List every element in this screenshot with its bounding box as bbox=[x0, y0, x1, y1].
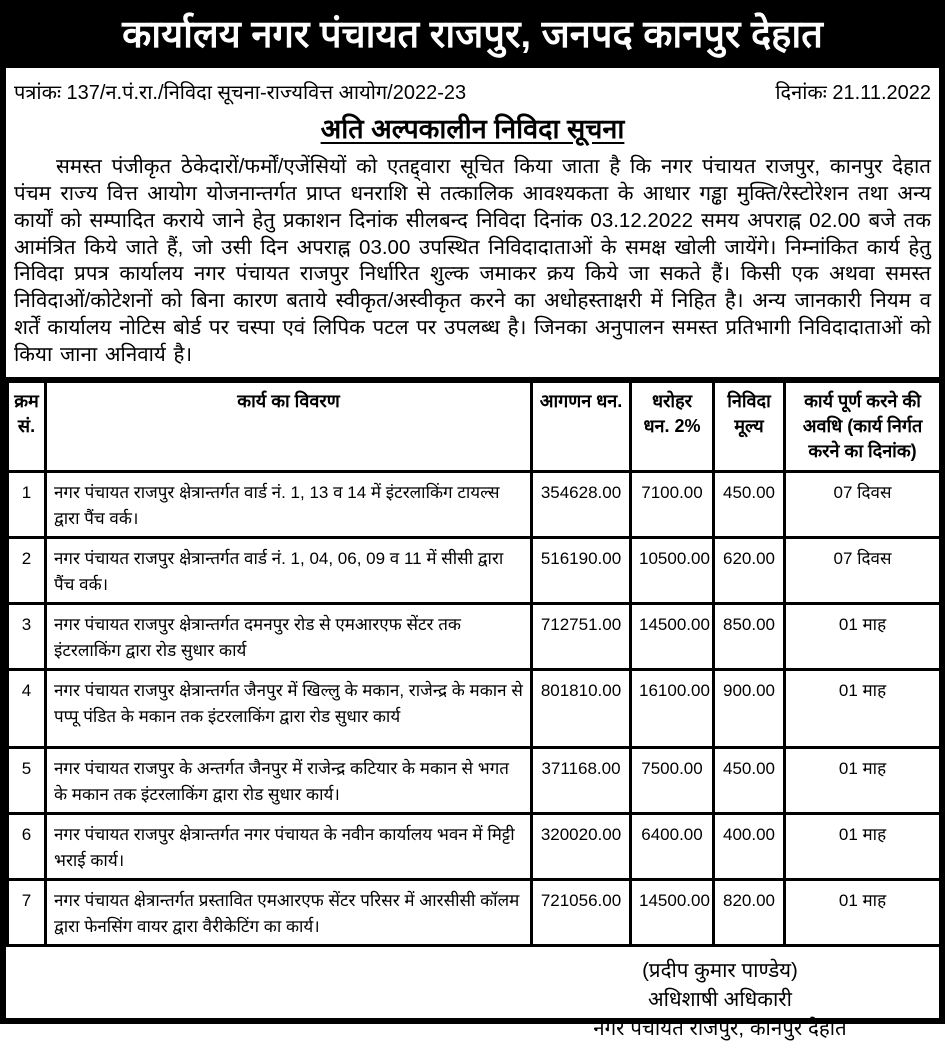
signatory-name: (प्रदीप कुमार पाण्डेय) bbox=[642, 959, 798, 983]
col-header-earnest: धरोहर धन. 2% bbox=[631, 380, 714, 472]
tender-fee-cell: 450.00 bbox=[714, 748, 785, 814]
estimate-amount-cell: 354628.00 bbox=[532, 472, 631, 538]
estimate-amount-cell: 371168.00 bbox=[532, 748, 631, 814]
reference-row bbox=[6, 68, 939, 105]
tender-fee-cell: 400.00 bbox=[714, 814, 785, 880]
estimate-amount-cell: 516190.00 bbox=[532, 538, 631, 604]
col-header-estimate: आगणन धन. bbox=[532, 380, 631, 472]
table-row bbox=[8, 748, 941, 814]
serial-cell: 7 bbox=[8, 880, 46, 946]
col-header-tender-fee: निविदा मूल्य bbox=[714, 380, 785, 472]
work-description-cell: नगर पंचायत राजपुर क्षेत्रान्तर्गत नगर पंचायत के नवीन कार्यालय भवन में मिट्टी भराई कार्य। bbox=[46, 814, 532, 880]
work-description-cell: नगर पंचायत क्षेत्रान्तर्गत प्रस्तावित एमआरएफ सेंटर परिसर में आरसीसी कॉलम द्वारा फेनसिंग वायर द्वारा वैरीकेटिंग का कार्य। bbox=[46, 880, 532, 946]
duration-cell: 01 माह bbox=[785, 814, 941, 880]
notice-body-paragraph: समस्त पंजीकृत ठेकेदारों/फर्मों/एजेंसियों को एतद्द्वारा सूचित किया जाता है कि नगर पंचायत राजपुर, कानपुर देहात पंचम राज्य वित्त आयोग योजनान्तर्गत प्राप्त धनराशि से तत्कालिक आवश्यकता के आधार गड्ढा मुक्ति/रेस्टोरेशन तथा अन्य कार्यों को सम्पादित कराये जाने हेतु प्रकाशन दिनांक सीलबन्द निविदा दिनांक 03.12.2022 समय अपराह्न 02.00 बजे तक आमंत्रित किये जाते हैं, जो उसी दिन अपराह्न 03.00 उपस्थित निविदादाताओं के समक्ष खोली जायेंगे। निम्नांकित कार्य हेतु निविदा प्रपत्र कार्यालय नगर पंचायत राजपुर निर्धारित शुल्क जमाकर क्रय किये जा सकते हैं। किसी एक अथवा समस्त निविदाओं/कोटेशनों को बिना कारण बताये स्वीकृत/अस्वीकृत करने का अधोहस्ताक्षरी में निहित है। अन्य जानकारी नियम व शर्तें कार्यालय नोटिस बोर्ड पर चस्पा एवं लिपिक पटल पर उपलब्ध है। जिनका अनुपालन समस्त प्रतिभागी निविदादाताओं को किया जाना अनिवार्य है। bbox=[14, 155, 931, 366]
duration-cell: 01 माह bbox=[785, 670, 941, 748]
notice-title: अति अल्पकालीन निविदा सूचना bbox=[320, 114, 625, 144]
letter-number: पत्रांकः 137/न.पं.रा./निविदा सूचना-राज्यवित्त आयोग/2022-23 bbox=[14, 82, 467, 104]
duration-cell: 07 दिवस bbox=[785, 472, 941, 538]
tender-fee-cell: 620.00 bbox=[714, 538, 785, 604]
office-title: कार्यालय नगर पंचायत राजपुर, जनपद कानपुर देहात bbox=[122, 14, 823, 56]
serial-cell: 2 bbox=[8, 538, 46, 604]
table-row bbox=[8, 814, 941, 880]
signature-block bbox=[505, 957, 935, 1043]
tender-fee-cell: 900.00 bbox=[714, 670, 785, 748]
work-description-cell: नगर पंचायत राजपुर क्षेत्रान्तर्गत दमनपुर रोड से एमआरएफ सेंटर तक इंटरलाकिंग द्वारा रोड सुधार कार्य bbox=[46, 604, 532, 670]
work-description-cell: नगर पंचायत राजपुर क्षेत्रान्तर्गत वार्ड नं. 1, 04, 06, 09 व 11 में सीसी द्वारा पैंच वर्क। bbox=[46, 538, 532, 604]
estimate-amount-cell: 801810.00 bbox=[532, 670, 631, 748]
table-row bbox=[8, 604, 941, 670]
earnest-money-cell: 14500.00 bbox=[631, 880, 714, 946]
table-row bbox=[8, 880, 941, 946]
col-header-duration: कार्य पूर्ण करने की अवधि (कार्य निर्गत करने का दिनांक) bbox=[785, 380, 941, 472]
estimate-amount-cell: 712751.00 bbox=[532, 604, 631, 670]
tender-fee-cell: 850.00 bbox=[714, 604, 785, 670]
tender-fee-cell: 820.00 bbox=[714, 880, 785, 946]
earnest-money-cell: 7500.00 bbox=[631, 748, 714, 814]
estimate-amount-cell: 320020.00 bbox=[532, 814, 631, 880]
serial-cell: 1 bbox=[8, 472, 46, 538]
duration-cell: 01 माह bbox=[785, 748, 941, 814]
table-row bbox=[8, 538, 941, 604]
tender-fee-cell: 450.00 bbox=[714, 472, 785, 538]
table-header-row bbox=[8, 380, 941, 472]
signatory-office: नगर पंचायत राजपुर, कानपुर देहात bbox=[593, 1016, 847, 1040]
earnest-money-cell: 10500.00 bbox=[631, 538, 714, 604]
table-row bbox=[8, 670, 941, 748]
duration-cell: 07 दिवस bbox=[785, 538, 941, 604]
table-row bbox=[8, 472, 941, 538]
earnest-money-cell: 16100.00 bbox=[631, 670, 714, 748]
serial-cell: 4 bbox=[8, 670, 46, 748]
duration-cell: 01 माह bbox=[785, 880, 941, 946]
duration-cell: 01 माह bbox=[785, 604, 941, 670]
col-header-description: कार्य का विवरण bbox=[46, 380, 532, 472]
signatory-designation: अधिशाषी अधिकारी bbox=[647, 988, 792, 1011]
letter-date: दिनांकः 21.11.2022 bbox=[775, 82, 931, 104]
serial-cell: 3 bbox=[8, 604, 46, 670]
work-description-cell: नगर पंचायत राजपुर क्षेत्रान्तर्गत जैनपुर में खिल्लु के मकान, राजेन्द्र के मकान से पप्पू पंडित के मकान तक इंटरलाकिंग द्वारा रोड सुधार कार्य bbox=[46, 670, 532, 748]
work-description-cell: नगर पंचायत राजपुर के अन्तर्गत जैनपुर में राजेन्द्र कटियार के मकान से भगत के मकान तक इंटरलाकिंग द्वारा रोड सुधार कार्य। bbox=[46, 748, 532, 814]
estimate-amount-cell: 721056.00 bbox=[532, 880, 631, 946]
serial-cell: 5 bbox=[8, 748, 46, 814]
serial-cell: 6 bbox=[8, 814, 46, 880]
header-band bbox=[6, 6, 939, 68]
col-header-serial: क्रम सं. bbox=[8, 380, 46, 472]
earnest-money-cell: 7100.00 bbox=[631, 472, 714, 538]
earnest-money-cell: 6400.00 bbox=[631, 814, 714, 880]
earnest-money-cell: 14500.00 bbox=[631, 604, 714, 670]
tender-works-table bbox=[6, 377, 942, 948]
work-description-cell: नगर पंचायत राजपुर क्षेत्रान्तर्गत वार्ड नं. 1, 13 व 14 में इंटरलाकिंग टायल्स द्वारा पैंच वर्क। bbox=[46, 472, 532, 538]
